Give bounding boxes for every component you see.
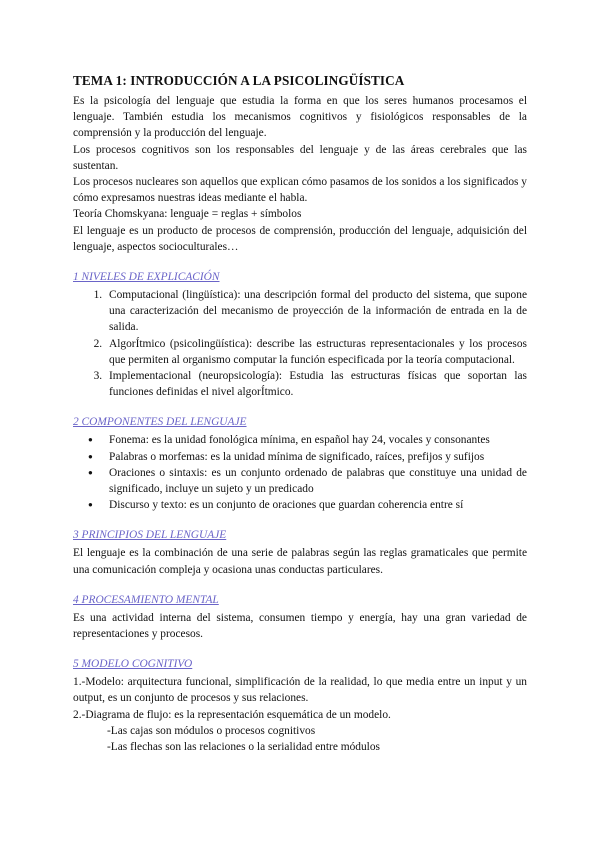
principios-paragraph: El lenguaje es la combinación de una serie de palabras según las reglas gramaticales que permite una comunicación compleja y ocasiona unas conductas particulares. — [73, 547, 527, 576]
intro-paragraph-3: Los procesos nucleares son aquellos que explican cómo pasamos de los sonidos a los significados y cómo expresamos nuestras ideas mediante el habla. — [73, 176, 527, 205]
section-heading-modelo[interactable]: 5 MODELO COGNITIVO — [73, 658, 193, 671]
list-item: 3. Implementacional (neuropsicología): Estudia las estructuras físicas que soportan las funciones definidas el nivel algorÍtmico. — [105, 368, 527, 400]
intro-paragraph-2: Los procesos cognitivos son los responsables del lenguaje y de las áreas cerebrales que las sustentan. — [73, 143, 527, 172]
section-heading-niveles[interactable]: 1 NIVELES DE EXPLICACIÓN — [73, 271, 220, 284]
section-heading-principios[interactable]: 3 PRINCIPIOS DEL LENGUAJE — [73, 529, 227, 542]
list-item: ● Palabras o morfemas: es la unidad mínima de significado, raíces, prefijos y sufijos — [105, 449, 527, 465]
intro-paragraph-1: Es la psicología del lenguaje que estudia la forma en que los seres humanos procesamos el lenguaje. También estudia los mecanismos cognitivos y fisiológicos responsables de la comprensión y la producción del lenguaje. — [73, 95, 527, 140]
intro-paragraph-5: El lenguaje es un producto de procesos de comprensión, producción del lenguaje, adquisición del lenguaje, aspectos socioculturales… — [73, 224, 527, 253]
intro-paragraph-4: Teoría Chomskyana: lenguaje = reglas + símbolos — [73, 208, 302, 221]
modelo-line-4: -Las flechas son las relaciones o la serialidad entre módulos — [107, 741, 380, 754]
section-heading-procesamiento[interactable]: 4 PROCESAMIENTO MENTAL — [73, 593, 219, 606]
list-item: ● Discurso y texto: es un conjunto de oraciones que guardan coherencia entre sí — [105, 497, 527, 513]
list-item: ● Fonema: es la unidad fonológica mínima, en español hay 24, vocales y consonantes — [105, 432, 527, 448]
modelo-line-3: -Las cajas son módulos o procesos cognitivos — [107, 724, 316, 737]
niveles-list — [73, 287, 527, 400]
document-title: TEMA 1: INTRODUCCIÓN A LA PSICOLINGÜÍSTICA — [73, 73, 405, 88]
list-item: ● Oraciones o sintaxis: es un conjunto ordenado de palabras que constituye una unidad de significado, incluye un sujeto y un predicado — [105, 465, 527, 497]
list-item: 1. Computacional (lingüística): una descripción formal del producto del sistema, que supone una caracterización del mecanismo de proyección de la información de entrada en la de salida. — [105, 287, 527, 336]
modelo-line-1: 1.-Modelo: arquitectura funcional, simplificación de la realidad, lo que media entre un input y un output, es un conjunto de procesos y sus relaciones. — [73, 676, 527, 705]
list-item: 2. AlgorÍtmico (psicolingüística): describe las estructuras representacionales y los procesos que permiten al organismo computar la función especificada por la teoría computacional. — [105, 336, 527, 368]
componentes-list — [73, 432, 527, 513]
section-heading-componentes[interactable]: 2 COMPONENTES DEL LENGUAJE — [73, 416, 247, 429]
document-page — [73, 72, 527, 755]
procesamiento-paragraph: Es una actividad interna del sistema, consumen tiempo y energía, hay una gran variedad de representaciones y procesos. — [73, 611, 527, 641]
modelo-line-2: 2.-Diagrama de flujo: es la representación esquemática de un modelo. — [73, 708, 391, 721]
